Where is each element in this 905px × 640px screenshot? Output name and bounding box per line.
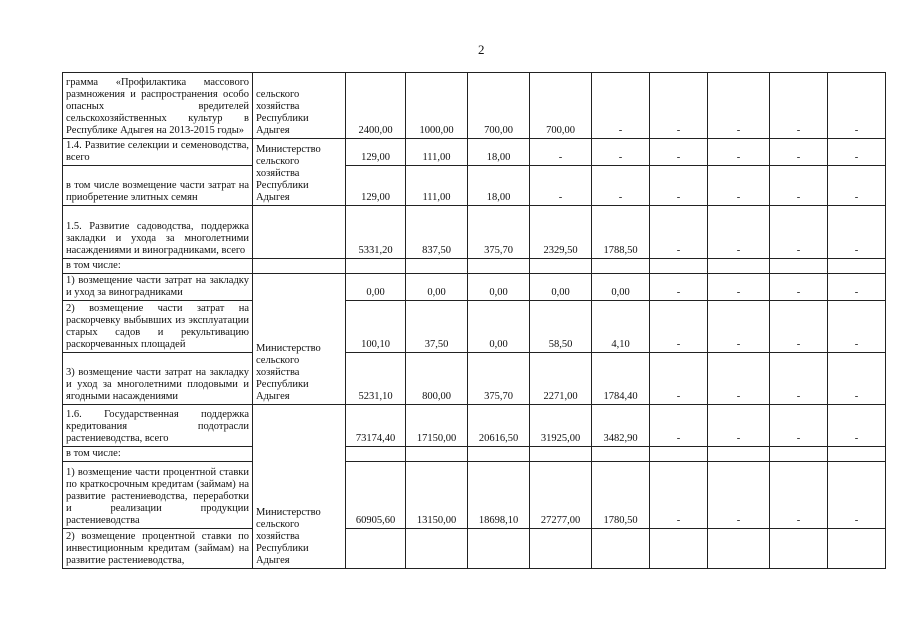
- table-row: [63, 73, 886, 139]
- dash-cell: -: [708, 353, 770, 405]
- dash-cell: -: [770, 405, 828, 447]
- table-row: [63, 353, 886, 405]
- executor-cell: [253, 206, 346, 259]
- row-description: 1.6. Государственная поддержка кредитования подотрасли растениеводства, всего: [63, 405, 253, 447]
- value-cell: 800,00: [406, 353, 468, 405]
- row-description: 1.5. Развитие садоводства, поддержка закладки и ухода за многолетними насаждениями и виноградниками, всего: [63, 206, 253, 259]
- executor-cell: Министерство сельского хозяйства Республики Адыгея: [253, 274, 346, 405]
- dash-cell: -: [770, 139, 828, 166]
- dash-cell: -: [650, 206, 708, 259]
- table-row: [63, 405, 886, 447]
- value-cell: 129,00: [346, 139, 406, 166]
- dash-cell: -: [650, 274, 708, 301]
- dash-cell: -: [828, 166, 886, 206]
- table-row: [63, 206, 886, 259]
- program-table: [62, 72, 886, 569]
- value-cell: 700,00: [530, 73, 592, 139]
- dash-cell: -: [828, 462, 886, 529]
- dash-cell: -: [708, 206, 770, 259]
- value-cell: 17150,00: [406, 405, 468, 447]
- value-cell: 375,70: [468, 206, 530, 259]
- dash-cell: -: [828, 206, 886, 259]
- dash-cell: -: [828, 139, 886, 166]
- value-cell: [468, 529, 530, 569]
- table-row: [63, 301, 886, 353]
- executor-cell: Министерство сельского хозяйства Республики Адыгея: [253, 139, 346, 206]
- dash-cell: -: [650, 139, 708, 166]
- value-cell: -: [530, 139, 592, 166]
- dash-cell: -: [650, 166, 708, 206]
- dash-cell: -: [650, 405, 708, 447]
- value-cell: 18,00: [468, 166, 530, 206]
- value-cell: [346, 529, 406, 569]
- executor-cell: сельского хозяйства Республики Адыгея: [253, 73, 346, 139]
- dash-cell: -: [770, 166, 828, 206]
- value-cell: 18,00: [468, 139, 530, 166]
- dash-cell: -: [708, 73, 770, 139]
- row-description: 3) возмещение части затрат на закладку и уход за многолетними плодовыми и ягодными насаждениями: [63, 353, 253, 405]
- dash-cell: -: [828, 301, 886, 353]
- value-cell: 0,00: [530, 274, 592, 301]
- dash-cell: -: [650, 301, 708, 353]
- page-number: 2: [478, 42, 485, 57]
- value-cell: 37,50: [406, 301, 468, 353]
- value-cell: [530, 529, 592, 569]
- value-cell: 0,00: [346, 274, 406, 301]
- dash-cell: -: [708, 274, 770, 301]
- value-cell: 0,00: [468, 274, 530, 301]
- value-cell: [592, 529, 650, 569]
- value-cell: 5331,20: [346, 206, 406, 259]
- row-description: 1) возмещение части процентной ставки по краткосрочным кредитам (займам) на развитие растениеводства, переработки и реализации продукции растениеводства: [63, 462, 253, 529]
- value-cell: 837,50: [406, 206, 468, 259]
- value-cell: [406, 529, 468, 569]
- value-cell: 129,00: [346, 166, 406, 206]
- row-description: в том числе возмещение части затрат на приобретение элитных семян: [63, 166, 253, 206]
- value-cell: 5231,10: [346, 353, 406, 405]
- subheader-label: в том числе:: [63, 447, 253, 462]
- dash-cell: -: [828, 73, 886, 139]
- value-cell: 1780,50: [592, 462, 650, 529]
- value-cell: 4,10: [592, 301, 650, 353]
- value-cell: 1788,50: [592, 206, 650, 259]
- value-cell: 0,00: [468, 301, 530, 353]
- value-cell: 0,00: [592, 274, 650, 301]
- value-cell: 1000,00: [406, 73, 468, 139]
- table-row: [63, 274, 886, 301]
- dash-cell: -: [650, 73, 708, 139]
- dash-cell: -: [708, 301, 770, 353]
- value-cell: 1784,40: [592, 353, 650, 405]
- value-cell: 2271,00: [530, 353, 592, 405]
- dash-cell: -: [770, 274, 828, 301]
- value-cell: 700,00: [468, 73, 530, 139]
- dash-cell: -: [650, 462, 708, 529]
- subheader-label: в том числе:: [63, 259, 253, 274]
- dash-cell: -: [708, 462, 770, 529]
- value-cell: 73174,40: [346, 405, 406, 447]
- value-cell: 13150,00: [406, 462, 468, 529]
- dash-cell: -: [828, 405, 886, 447]
- row-description: грамма «Профилактика массового размножения и распространения особо опасных вредителей сельскохозяйственных культур в Республике Адыгея на 2013-2015 годы»: [63, 73, 253, 139]
- table-row: [63, 462, 886, 529]
- table-row: [63, 259, 886, 274]
- dash-cell: -: [708, 139, 770, 166]
- value-cell: 0,00: [406, 274, 468, 301]
- dash-cell: -: [770, 462, 828, 529]
- executor-cell: Министерство сельского хозяйства Республики Адыгея: [253, 405, 346, 569]
- value-cell: 3482,90: [592, 405, 650, 447]
- row-description: 1) возмещение части затрат на закладку и уход за виноградниками: [63, 274, 253, 301]
- dash-cell: -: [708, 166, 770, 206]
- value-cell: -: [592, 166, 650, 206]
- value-cell: 2329,50: [530, 206, 592, 259]
- dash-cell: -: [650, 353, 708, 405]
- dash-cell: -: [828, 274, 886, 301]
- value-cell: 60905,60: [346, 462, 406, 529]
- value-cell: 111,00: [406, 166, 468, 206]
- dash-cell: -: [770, 206, 828, 259]
- value-cell: 2400,00: [346, 73, 406, 139]
- dash-cell: -: [770, 301, 828, 353]
- value-cell: 20616,50: [468, 405, 530, 447]
- table-row: [63, 166, 886, 206]
- value-cell: 27277,00: [530, 462, 592, 529]
- dash-cell: -: [708, 405, 770, 447]
- dash-cell: -: [828, 353, 886, 405]
- value-cell: -: [530, 166, 592, 206]
- value-cell: 31925,00: [530, 405, 592, 447]
- row-description: 2) возмещение процентной ставки по инвестиционным кредитам (займам) на развитие растениеводства,: [63, 529, 253, 569]
- table-row: [63, 529, 886, 569]
- table-row: [63, 447, 886, 462]
- row-description: 1.4. Развитие селекции и семеноводства, всего: [63, 139, 253, 166]
- value-cell: 58,50: [530, 301, 592, 353]
- dash-cell: -: [770, 73, 828, 139]
- value-cell: 100,10: [346, 301, 406, 353]
- value-cell: 111,00: [406, 139, 468, 166]
- value-cell: -: [592, 139, 650, 166]
- table-row: [63, 139, 886, 166]
- value-cell: 375,70: [468, 353, 530, 405]
- value-cell: -: [592, 73, 650, 139]
- dash-cell: -: [770, 353, 828, 405]
- value-cell: 18698,10: [468, 462, 530, 529]
- row-description: 2) возмещение части затрат на раскорчевку выбывших из эксплуатации старых садов и рекультивацию раскорчеванных площадей: [63, 301, 253, 353]
